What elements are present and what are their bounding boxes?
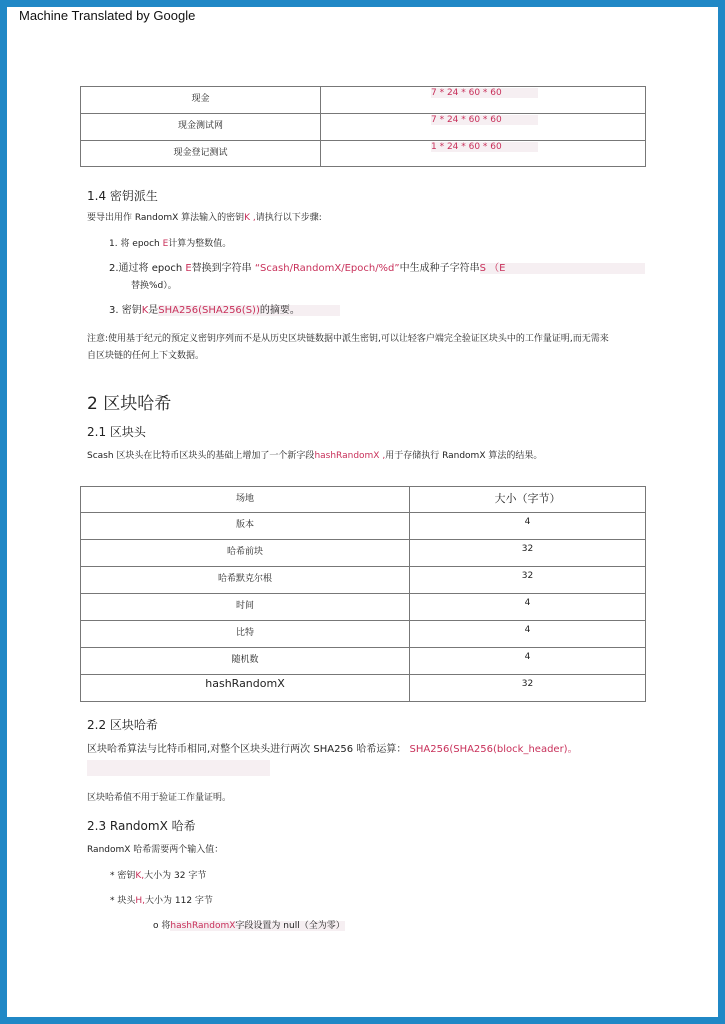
epoch-duration-value: 1 * 24 * 60 * 60 xyxy=(431,142,538,152)
header-size: 大小（字节） xyxy=(410,487,646,513)
field-size: 4 xyxy=(410,513,646,540)
field-size: 32 xyxy=(410,675,646,702)
section-2-1-title: 2.1 区块头 xyxy=(87,425,146,439)
field-size: 4 xyxy=(410,594,646,621)
highlight-box xyxy=(87,760,270,776)
table-row xyxy=(81,675,646,702)
field-name: 时间 xyxy=(81,594,410,621)
epoch-duration-value: 7 * 24 * 60 * 60 xyxy=(431,115,538,125)
step-1: 1. 将 epoch E计算为整数值。 xyxy=(109,239,232,249)
document-page xyxy=(7,7,718,1017)
input-header-subitem: o 将hashRandomX字段设置为 null（全为零） xyxy=(153,921,345,931)
table-row xyxy=(81,567,646,594)
section-2-2-title: 2.2 区块哈希 xyxy=(87,718,158,732)
field-name: 版本 xyxy=(81,513,410,540)
table-row xyxy=(81,513,646,540)
epoch-duration-value: 7 * 24 * 60 * 60 xyxy=(431,88,538,98)
table-row xyxy=(81,621,646,648)
step-2-continued: 替换%d）。 xyxy=(131,281,177,291)
field-size: 4 xyxy=(410,648,646,675)
field-size: 32 xyxy=(410,567,646,594)
section-2-1-text: Scash 区块头在比特币区块头的基础上增加了一个新字段hashRandomX ,用于存储执行 RandomX 算法的结果。 xyxy=(87,451,543,461)
key-derivation-note: 注意:使用基于纪元的预定义密钥序列而不是从历史区块链数据中派生密钥,可以让轻客户端完全验证区块头中的工作量证明,而无需来 自区块链的任何上下文数据。 xyxy=(87,334,609,361)
section-2-2-note: 区块哈希值不用于验证工作量证明。 xyxy=(87,793,232,803)
input-key: * 密钥K,大小为 32 字节 xyxy=(110,871,207,881)
table-row xyxy=(81,87,646,114)
table-row xyxy=(81,540,646,567)
table-header-row xyxy=(81,487,646,513)
step-2: 2.通过将 epoch E替换到字符串 “Scash/RandomX/Epoch/%d”中生成种子字符串S （E xyxy=(109,259,645,274)
block-header-table xyxy=(80,486,646,702)
section-2-2-text: 区块哈希算法与比特币相同,对整个区块头进行两次 SHA256 哈希运算： SHA256(SHA256(block_header)。 xyxy=(87,744,578,755)
epoch-duration-table xyxy=(80,86,646,167)
field-name: 哈希默克尔根 xyxy=(81,567,410,594)
network-name: 现金 xyxy=(81,87,321,114)
section-1-4-intro: 要导出用作 RandomX 算法输入的密钥K ,请执行以下步骤: xyxy=(87,213,322,223)
table-row xyxy=(81,141,646,167)
table-row xyxy=(81,648,646,675)
table-row xyxy=(81,114,646,141)
field-name: 随机数 xyxy=(81,648,410,675)
table-row xyxy=(81,594,646,621)
network-name: 现金测试网 xyxy=(81,114,321,141)
machine-translation-banner: Machine Translated by Google xyxy=(19,8,196,23)
section-1-4-title: 1.4 密钥派生 xyxy=(87,189,158,203)
step-3: 3. 密钥K是SHA256(SHA256(S))的摘要。 xyxy=(109,301,340,316)
header-field: 场地 xyxy=(81,487,410,513)
field-size: 4 xyxy=(410,621,646,648)
field-name: 比特 xyxy=(81,621,410,648)
field-size: 32 xyxy=(410,540,646,567)
network-name: 现金登记测试 xyxy=(81,141,321,167)
section-2-3-title: 2.3 RandomX 哈希 xyxy=(87,819,196,833)
input-header: * 块头H,大小为 112 字节 xyxy=(110,896,213,906)
field-name: 哈希前块 xyxy=(81,540,410,567)
section-2-title: 2 区块哈希 xyxy=(87,394,172,414)
section-2-3-intro: RandomX 哈希需要两个输入值： xyxy=(87,845,224,855)
field-name: hashRandomX xyxy=(81,675,410,702)
